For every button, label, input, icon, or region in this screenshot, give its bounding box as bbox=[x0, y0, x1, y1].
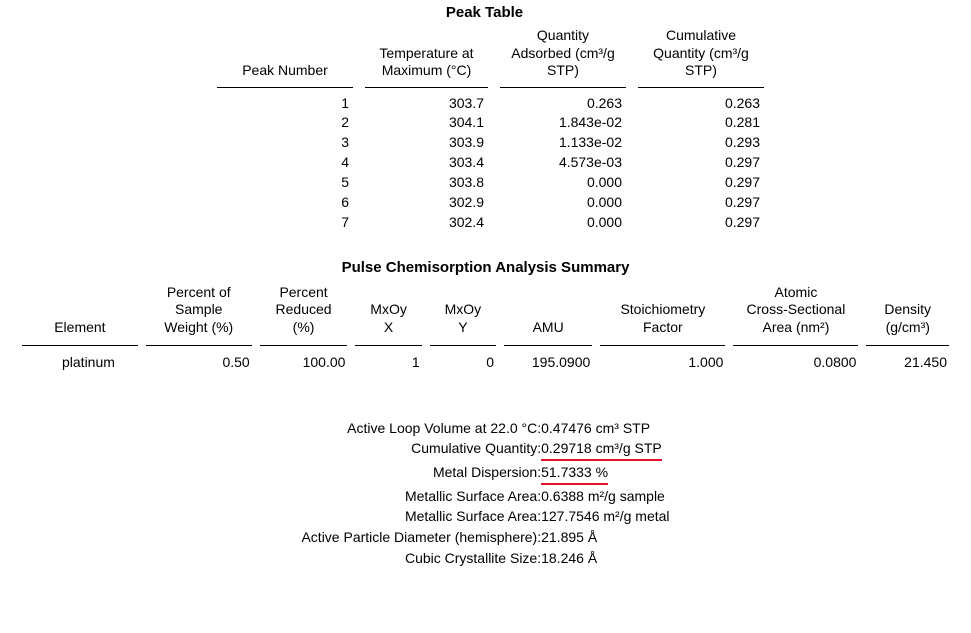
summary-header-density: Density (g/cm³) bbox=[884, 301, 932, 335]
peak-number-cell: 4 bbox=[341, 154, 349, 171]
peak-temperature-cell: 304.1 bbox=[448, 114, 484, 131]
peak-temperature-cell: 302.4 bbox=[448, 213, 484, 230]
peak-table-rule-cell-1 bbox=[211, 83, 359, 94]
result-label-metal-dispersion: Metal Dispersion: bbox=[432, 464, 542, 481]
summary-rule-2 bbox=[146, 345, 252, 346]
peak-quantity-cell: 0.000 bbox=[586, 194, 622, 211]
peak-cumulative-cell: 0.297 bbox=[724, 174, 760, 191]
summary-header-atomic-cross-sectional-area: Atomic Cross-Sectional Area (nm²) bbox=[746, 283, 846, 335]
result-label-cubic-crystallite-size: Cubic Crystallite Size: bbox=[404, 549, 542, 566]
summary-rule-cell-8 bbox=[729, 340, 862, 348]
result-value-text-highlighted: 51.7333 % bbox=[541, 463, 608, 485]
summary-header-mxoy-y: MxOy Y bbox=[444, 301, 482, 335]
result-value-metallic-surface-area-metal bbox=[541, 506, 669, 527]
peak-quantity-cell: 0.263 bbox=[586, 94, 622, 111]
result-label-metallic-surface-area-sample: Metallic Surface Area: bbox=[404, 487, 542, 504]
peak-table-rule-3 bbox=[500, 87, 626, 88]
peak-quantity-cell: 1.843e-02 bbox=[558, 114, 622, 131]
peak-cumulative-cell: 0.281 bbox=[724, 114, 760, 131]
result-label-metallic-surface-area-metal: Metallic Surface Area: bbox=[404, 508, 542, 525]
summary-header-row bbox=[18, 284, 953, 341]
summary-header-percent-reduced: Percent Reduced (%) bbox=[275, 283, 332, 335]
result-value-metallic-surface-area-sample bbox=[541, 486, 669, 507]
summary-header-stoichiometry-factor: Stoichiometry Factor bbox=[620, 301, 706, 335]
peak-table-wrapper bbox=[0, 27, 971, 233]
result-label-active-loop-volume: Active Loop Volume at 22.0 °C: bbox=[347, 419, 542, 436]
results-section bbox=[0, 418, 971, 568]
summary-cell-stoichiometry-factor: 1.000 bbox=[688, 354, 724, 371]
summary-header-amu: AMU bbox=[532, 318, 564, 335]
list-item bbox=[301, 486, 669, 507]
summary-rule-cell-5 bbox=[426, 340, 500, 348]
summary-rule-cell-2 bbox=[142, 340, 256, 348]
summary-rule-cell-6 bbox=[500, 340, 596, 348]
peak-table-rule-cell-3 bbox=[494, 83, 632, 94]
summary-rule-cell-7 bbox=[596, 340, 729, 348]
summary-header-mxoy-x: MxOy X bbox=[370, 301, 407, 335]
table-row bbox=[18, 348, 953, 372]
peak-table-header-cumulative-quantity: Cumulative Quantity (cm³/g STP) bbox=[653, 27, 749, 78]
results-table bbox=[301, 418, 669, 568]
peak-table-section bbox=[0, 0, 971, 233]
peak-number-cell: 1 bbox=[341, 94, 349, 111]
result-value-metal-dispersion bbox=[541, 462, 669, 486]
peak-temperature-cell: 302.9 bbox=[448, 194, 484, 211]
peak-table-header-quantity-adsorbed: Quantity Adsorbed (cm³/g STP) bbox=[511, 27, 615, 78]
summary-rule-3 bbox=[260, 345, 348, 346]
summary-rule-5 bbox=[430, 345, 496, 346]
summary-cell-density: 21.450 bbox=[904, 354, 947, 371]
summary-cell-mxoy-x: 1 bbox=[411, 354, 420, 371]
summary-title: Pulse Chemisorption Analysis Summary bbox=[341, 258, 630, 276]
summary-rule-cell-3 bbox=[256, 340, 352, 348]
summary-cell-percent-reduced: 100.00 bbox=[302, 354, 346, 371]
summary-cell-element: platinum bbox=[62, 354, 115, 371]
summary-header-percent-of-sample-weight: Percent of Sample Weight (%) bbox=[164, 283, 234, 335]
peak-temperature-cell: 303.4 bbox=[448, 154, 484, 171]
summary-rule-7 bbox=[600, 345, 725, 346]
result-value-text: 21.895 Å bbox=[541, 528, 598, 545]
summary-rule-cell-9 bbox=[862, 340, 953, 348]
summary-rule-9 bbox=[866, 345, 949, 346]
result-value-text: 18.246 Å bbox=[541, 549, 598, 566]
table-row bbox=[211, 213, 770, 233]
peak-quantity-cell: 4.573e-03 bbox=[558, 154, 622, 171]
peak-table-title: Peak Table bbox=[445, 4, 524, 21]
peak-temperature-cell: 303.7 bbox=[448, 94, 484, 111]
summary-cell-percent-of-sample-weight: 0.50 bbox=[222, 354, 250, 371]
summary-table-wrapper bbox=[0, 284, 971, 372]
peak-cumulative-cell: 0.293 bbox=[724, 134, 760, 151]
result-value-active-particle-diameter bbox=[541, 527, 669, 548]
summary-cell-amu: 195.0900 bbox=[531, 354, 591, 371]
result-value-cumulative-quantity bbox=[541, 438, 669, 462]
result-label-cumulative-quantity: Cumulative Quantity: bbox=[411, 440, 542, 457]
table-row bbox=[211, 153, 770, 173]
peak-table-rule-row bbox=[211, 83, 770, 94]
summary-rule-cell-4 bbox=[351, 340, 425, 348]
list-item bbox=[301, 462, 669, 486]
list-item bbox=[301, 506, 669, 527]
peak-table-rule-1 bbox=[217, 87, 353, 88]
peak-table-rule-cell-4 bbox=[632, 83, 770, 94]
peak-table-header-row bbox=[211, 27, 770, 83]
list-item bbox=[301, 438, 669, 462]
list-item bbox=[301, 527, 669, 548]
peak-table-header-peak-number: Peak Number bbox=[242, 62, 328, 78]
summary-table bbox=[18, 284, 953, 372]
peak-table bbox=[211, 27, 770, 233]
summary-cell-atomic-cross-sectional-area: 0.0800 bbox=[813, 354, 857, 371]
result-value-active-loop-volume bbox=[541, 418, 669, 439]
peak-table-rule-2 bbox=[365, 87, 488, 88]
result-value-cubic-crystallite-size bbox=[541, 548, 669, 569]
peak-table-rule-cell-2 bbox=[359, 83, 494, 94]
peak-number-cell: 2 bbox=[341, 114, 349, 131]
table-row bbox=[211, 133, 770, 153]
peak-cumulative-cell: 0.297 bbox=[724, 194, 760, 211]
summary-rule-1 bbox=[22, 345, 138, 346]
summary-header-element: Element bbox=[54, 318, 106, 335]
result-value-text: 0.6388 m²/g sample bbox=[541, 487, 665, 504]
summary-rule-cell-1 bbox=[18, 340, 142, 348]
result-label-active-particle-diameter: Active Particle Diameter (hemisphere): bbox=[301, 528, 542, 545]
summary-cell-mxoy-y: 0 bbox=[486, 354, 495, 371]
result-value-text: 127.7546 m²/g metal bbox=[541, 508, 670, 525]
table-row bbox=[211, 113, 770, 133]
summary-rule-4 bbox=[355, 345, 421, 346]
peak-cumulative-cell: 0.297 bbox=[724, 154, 760, 171]
table-row bbox=[211, 193, 770, 213]
peak-temperature-cell: 303.8 bbox=[448, 174, 484, 191]
result-value-text: 0.47476 cm³ STP bbox=[541, 419, 651, 436]
peak-number-cell: 6 bbox=[341, 194, 349, 211]
peak-table-rule-4 bbox=[638, 87, 764, 88]
list-item bbox=[301, 418, 669, 439]
summary-rule-row bbox=[18, 340, 953, 348]
summary-section bbox=[0, 259, 971, 372]
table-row bbox=[211, 94, 770, 114]
peak-table-header-temperature: Temperature at Maximum (°C) bbox=[379, 44, 474, 78]
result-value-text-highlighted: 0.29718 cm³/g STP bbox=[541, 439, 662, 461]
summary-rule-8 bbox=[733, 345, 858, 346]
peak-quantity-cell: 0.000 bbox=[586, 213, 622, 230]
summary-rule-6 bbox=[504, 345, 592, 346]
peak-quantity-cell: 1.133e-02 bbox=[558, 134, 622, 151]
peak-number-cell: 3 bbox=[341, 134, 349, 151]
peak-temperature-cell: 303.9 bbox=[448, 134, 484, 151]
peak-quantity-cell: 0.000 bbox=[586, 174, 622, 191]
table-row bbox=[211, 173, 770, 193]
peak-cumulative-cell: 0.263 bbox=[724, 94, 760, 111]
peak-cumulative-cell: 0.297 bbox=[724, 213, 760, 230]
peak-number-cell: 5 bbox=[341, 174, 349, 191]
peak-number-cell: 7 bbox=[341, 213, 349, 230]
list-item bbox=[301, 548, 669, 569]
